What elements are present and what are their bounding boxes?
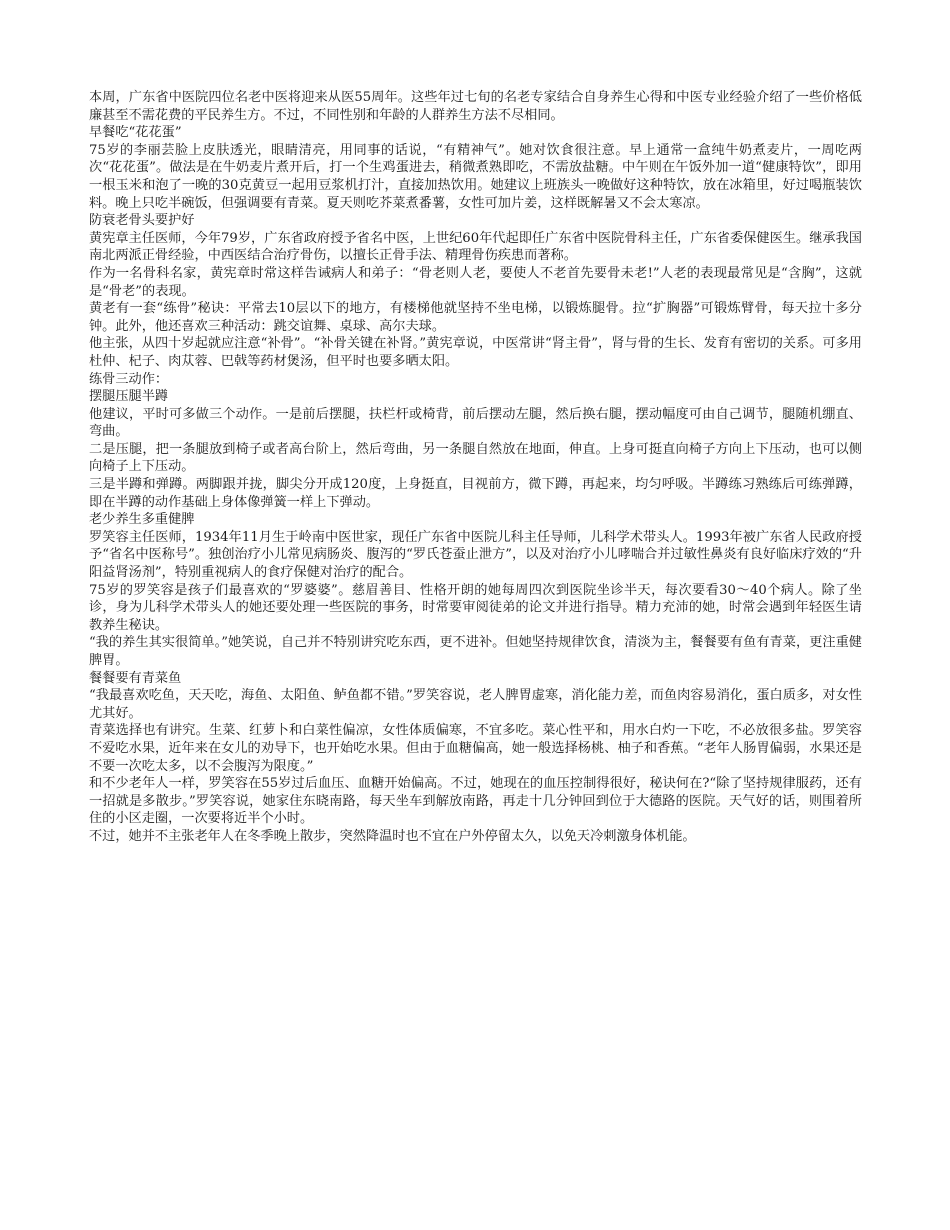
paragraph-huang-quote: 作为一名骨科名家，黄宪章时常这样告诫病人和弟子：“骨老则人老，要使人不老首先要骨未老!”人老的表现最常见是“含胸”，这就是“骨老”的表现。: [89, 265, 862, 299]
paragraph-luo-winter: 不过，她并不主张老年人在冬季晚上散步，突然降温时也不宜在户外停留太久，以免天冷刺激身体机能。: [89, 828, 696, 844]
section-heading-three-moves: 练骨三动作：: [89, 371, 169, 387]
section-heading-bones: 防衰老骨头要护好: [89, 213, 195, 229]
paragraph-luo-walking: 和不少老年人一样，罗笑容在55岁过后血压、血糖开始偏高。不过，她现在的血压控制得很好，秘诀何在?“除了坚持规律服药，还有一招就是多散步。”罗笑容说，她家住东晓南路，每天坐车到解放南路，再走十几分钟回到位于大德路的医院。天气好的话，则围着所住的小区走圈，一次要将近半个小时。: [89, 776, 862, 827]
paragraph-huang-secret: 黄老有一套“练骨”秘诀：平常去10层以下的地方，有楼梯他就坚持不坐电梯，以锻炼腿骨。拉“扩胸器”可锻炼臂骨，每天拉十多分钟。此外，他还喜欢三种活动：跳交谊舞、桌球、高尔夫球。: [89, 301, 862, 334]
article-body: [89, 89, 862, 846]
paragraph-luo-fish: “我最喜欢吃鱼，天天吃，海鱼、太阳鱼、鲈鱼都不错。”罗笑容说，老人脾胃虚寒，消化能力差，而鱼肉容易消化，蛋白质多，对女性尤其好。: [89, 688, 862, 721]
paragraph-li-liyun: 75岁的李丽芸脸上皮肤透光，眼睛清亮，用同事的话说，“有精神气”。她对饮食很注意。早上通常一盒纯牛奶煮麦片，一周吃两次“花花蛋”。做法是在牛奶麦片煮开后，打一个生鸡蛋进去，稍微煮熟即吃，不需放盐糖。中午则在午饭外加一道“健康特饮”，即用一根玉米和泡了一晚的30克黄豆一起用豆浆机打汁，直接加热饮用。她建议上班族头一晚做好这种特饮，放在冰箱里，好过喝瓶装饮料。晚上只吃半碗饭，但强调要有青菜。夏天则吃芥菜煮番薯，女性可加片姜，这样既解暑又不会太寒凉。: [89, 142, 862, 211]
section-heading-breakfast: 早餐吃“花花蛋”: [89, 125, 182, 141]
section-heading-fish-vegetables: 餐餐要有青菜鱼: [89, 670, 182, 686]
paragraph-move-three: 三是半蹲和弹蹲。两脚跟并拢，脚尖分开成120度，上身挺直，目视前方，微下蹲，再起来，均匀呼吸。半蹲练习熟练后可练弹蹲，即在半蹲的动作基础上身体像弹簧一样上下弹动。: [89, 477, 862, 510]
paragraph-luo-intro: 罗笑容主任医师，1934年11月生于岭南中医世家，现任广东省中医院儿科主任导师，儿科学术带头人。1993年被广东省人民政府授予“省名中医称号”。独创治疗小儿常见病肠炎、腹泻的“罗氏苍蚕止泄方”，以及对治疗小儿哮喘合并过敏性鼻炎有良好临床疗效的“升阳益肾汤剂”，特别重视病人的食疗保健对治疗的配合。: [89, 529, 862, 581]
paragraph-luo-grandma: 75岁的罗笑容是孩子们最喜欢的“罗婆婆”。慈眉善目、性格开朗的她每周四次到医院坐诊半天，每次要看30～40个病人。除了坐诊，身为儿科学术带头人的她还要处理一些医院的事务，时常要审阅徒弟的论文并进行指导。精力充沛的她，时常会遇到年轻医生请教养生秘诀。: [89, 582, 862, 633]
paragraph-luo-vegetables: 青菜选择也有讲究。生菜、红萝卜和白菜性偏凉，女性体质偏寒，不宜多吃。菜心性平和，用水白灼一下吃，不必放很多盐。罗笑容不爱吃水果，近年来在女儿的劝导下，也开始吃水果。但由于血糖偏高，她一般选择杨桃、柚子和香蕉。“老年人肠胃偏弱，水果还是不要一次吃太多，以不会腹泻为限度。”: [89, 723, 862, 774]
paragraph-huang-intro: 黄宪章主任医师，今年79岁，广东省政府授予省名中医，上世纪60年代起即任广东省中医院骨科主任，广东省委保健医生。继承我国南北两派正骨经验，中西医结合治疗骨伤，以擅长正骨手法、精理骨伤疾患而著称。: [89, 230, 862, 264]
paragraph-huang-kidney: 他主张，从四十岁起就应注意“补骨”。“补骨关键在补肾。”黄宪章说，中医常讲“肾主骨”，肾与骨的生长、发育有密切的关系。可多用杜仲、杞子、肉苁蓉、巴戟等药材煲汤，但平时也要多晒太阳。: [89, 336, 862, 369]
section-heading-spleen: 老少养生多重健脾: [89, 512, 195, 528]
section-heading-leg-exercises: 摆腿压腿半蹲: [89, 389, 169, 405]
paragraph-intro: 本周，广东省中医院四位名老中医将迎来从医55周年。这些年过七旬的名老专家结合自身养生心得和中医专业经验介绍了一些价格低廉甚至不需花费的平民养生方。不过，不同性别和年龄的人群养生方法不尽相同。: [89, 90, 862, 123]
paragraph-luo-simple: “我的养生其实很简单。”她笑说，自己并不特别讲究吃东西，更不进补。但她坚持规律饮食，清淡为主，餐餐要有鱼有青菜，更注重健脾胃。: [89, 635, 862, 668]
paragraph-move-two: 二是压腿，把一条腿放到椅子或者高台阶上，然后弯曲，另一条腿自然放在地面，伸直。上身可挺直向椅子方向上下压动，也可以侧向椅子上下压动。: [89, 441, 862, 475]
paragraph-move-one: 他建议，平时可多做三个动作。一是前后摆腿，扶栏杆或椅背，前后摆动左腿，然后换右腿，摆动幅度可由自己调节，腿随机绷直、弯曲。: [89, 406, 862, 440]
